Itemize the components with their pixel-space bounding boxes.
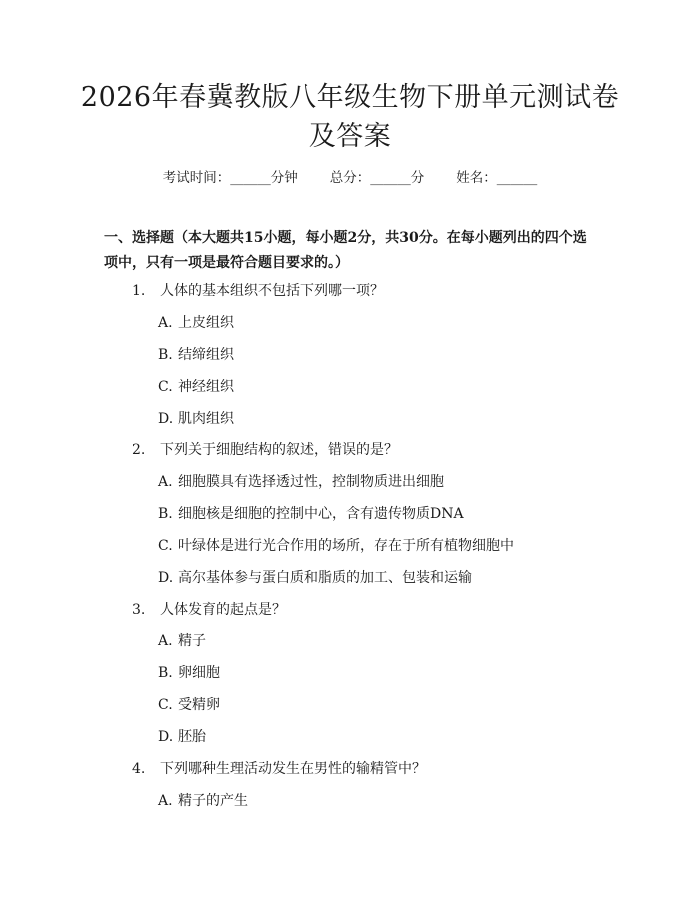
- option-letter: C.: [158, 379, 173, 395]
- title-line-2: 及答案: [308, 121, 392, 152]
- option-letter: C.: [158, 538, 173, 554]
- question-4-option-a: [158, 791, 248, 811]
- option-letter: A.: [158, 793, 173, 809]
- question-number: 2.: [132, 442, 146, 458]
- option-text: 胚胎: [178, 729, 206, 745]
- question-text: 下列哪种生理活动发生在男性的输精管中？: [160, 761, 426, 777]
- exam-time-field: 考试时间：______分钟: [162, 170, 298, 186]
- option-text: 受精卵: [178, 697, 220, 713]
- question-3-option-a: [158, 631, 206, 651]
- question-2: [132, 440, 398, 460]
- total-score-field: 总分：______分: [329, 170, 425, 186]
- question-text: 下列关于细胞结构的叙述，错误的是？: [160, 442, 398, 458]
- question-2-option-b: [158, 504, 464, 524]
- option-text: 高尔基体参与蛋白质和脂质的加工、包装和运输: [178, 570, 472, 586]
- option-letter: A.: [158, 315, 173, 331]
- option-letter: D.: [158, 411, 174, 427]
- question-text: 人体发育的起点是？: [160, 602, 286, 618]
- option-text: 上皮组织: [178, 315, 234, 331]
- page-title: [0, 78, 700, 156]
- question-number: 1.: [132, 283, 146, 299]
- question-1-option-a: [158, 313, 234, 333]
- question-text: 人体的基本组织不包括下列哪一项？: [160, 283, 384, 299]
- option-letter: B.: [158, 506, 173, 522]
- option-text: 结缔组织: [178, 347, 234, 363]
- question-2-option-c: [158, 536, 514, 556]
- question-2-option-d: [158, 568, 472, 588]
- option-text: 精子的产生: [178, 793, 248, 809]
- question-4: [132, 759, 426, 779]
- option-letter: D.: [158, 570, 174, 586]
- option-text: 肌肉组织: [178, 411, 234, 427]
- option-letter: B.: [158, 665, 173, 681]
- question-1-option-d: [158, 409, 234, 429]
- option-text: 卵细胞: [178, 665, 220, 681]
- name-field: 姓名：______: [456, 170, 538, 186]
- option-text: 细胞核是细胞的控制中心，含有遗传物质DNA: [178, 506, 464, 522]
- question-number: 3.: [132, 602, 146, 618]
- option-letter: C.: [158, 697, 173, 713]
- option-letter: A.: [158, 474, 173, 490]
- option-text: 神经组织: [178, 379, 234, 395]
- option-text: 叶绿体是进行光合作用的场所，存在于所有植物细胞中: [178, 538, 514, 554]
- question-number: 4.: [132, 761, 146, 777]
- question-2-option-a: [158, 472, 444, 492]
- question-1-option-c: [158, 377, 234, 397]
- question-3-option-c: [158, 695, 220, 715]
- question-3-option-d: [158, 727, 206, 747]
- option-letter: A.: [158, 633, 173, 649]
- option-text: 精子: [178, 633, 206, 649]
- title-line-1: 2026年春冀教版八年级生物下册单元测试卷: [80, 82, 620, 113]
- question-3: [132, 600, 286, 620]
- question-1-option-b: [158, 345, 234, 365]
- option-text: 细胞膜具有选择透过性，控制物质进出细胞: [178, 474, 444, 490]
- section-heading: 一、选择题（本大题共15小题，每小题2分，共30分。在每小题列出的四个选项中，只有一项是最符合题目要求的。）: [104, 230, 587, 271]
- exam-meta: [0, 168, 700, 188]
- option-letter: D.: [158, 729, 174, 745]
- option-letter: B.: [158, 347, 173, 363]
- question-3-option-b: [158, 663, 220, 683]
- question-1: [132, 281, 384, 301]
